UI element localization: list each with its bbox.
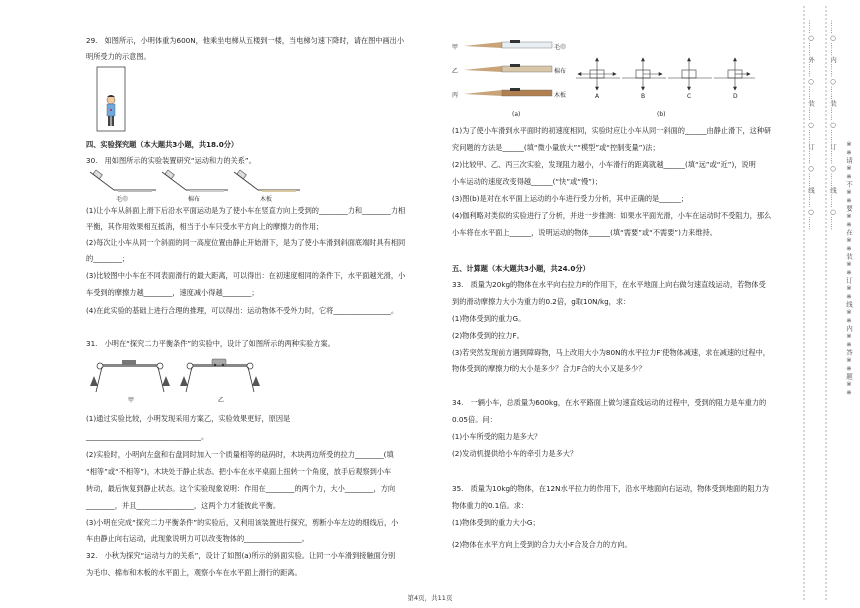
q31-part1-line2: ________________________________。	[86, 432, 209, 441]
q29-line-1: 29. 如图所示，小明体重为600N，他乘坐电梯从五楼到一楼，当电梯匀速下降时，请在图中画出小	[86, 36, 405, 45]
fig-a-surface-towel: 毛巾	[554, 44, 567, 51]
q31-part2-line3: 转动，最后恢复到静止状态。这个实验现象说明：作用在________的两个力，大小________，方向	[86, 484, 396, 493]
binding-outer-text: ……○……外……○……装……○……订……○……线……○……	[807, 20, 815, 231]
elevator-figure	[96, 66, 126, 132]
q32-figure-a	[452, 38, 562, 110]
label-jia: 甲	[128, 397, 135, 404]
q33-line2: 到的滑动摩擦力大小为重力的0.2倍，g取10N/kg，求：	[452, 297, 631, 306]
q33-part1: (1)物体受到的重力G。	[452, 314, 526, 323]
q32-part2-line1: (2)比较甲、乙、丙三次实验，发现阻力越小，小车滑行的距离就越______(填“远”或“近”)，说明	[452, 160, 756, 169]
q31-stem: 31. 小明在“探究二力平衡条件”的实验中，设计了如图所示的两种实验方案。	[86, 339, 335, 348]
q31-part2-line1: (2)实验时，小明向左盘和右盘同时加入一个质量相等的砝码时，木块两边所受的拉力________(填	[86, 450, 394, 459]
q31-part3-line1: (3)小明在完成“探究二力平衡条件”的实验后，又利用该装置进行探究，剪断小车左边的细线后，小	[86, 518, 399, 527]
binding-warning-text: ※※请※※不※※要※※在※※装※※订※※线※※内※※答※※题※※	[845, 140, 853, 397]
q31-part2-line4: ________，并且________________，这两个力才能彼此平衡。	[86, 501, 281, 510]
q30-part2-line1: (2)每次让小车从同一个斜面的同一高度位置由静止开始滑下，是为了使小车滑到斜面底端时具有相同	[86, 238, 406, 247]
q35-part2: (2)物体在水平方向上受到的合力大小F合及合力的方向。	[452, 540, 632, 549]
label-cotton: 棉布	[188, 196, 201, 203]
q32-line2: 为毛巾、棉布和木板的水平面上，观察小车在水平面上滑行的距离。	[86, 568, 302, 577]
fig-b-caption: (b)	[657, 111, 666, 118]
q32-part2-line2: 小车运动的速度改变得越______(“快”或“慢”)；	[452, 177, 602, 186]
q34-part2: (2)发动机提供给小车的牵引力是多大？	[452, 449, 578, 458]
q30-part3-line1: (3)比较图中小车在不同表面滑行的最大距离，可以得出：在初速度相同的条件下，水平面越光滑，小	[86, 271, 406, 280]
q32-part3: (3)图(b)是对在水平面上运动的小车进行受力分析，其中正确的是______；	[452, 194, 688, 203]
fig-a-row-jia: 甲	[452, 44, 459, 51]
fig-b-option-a: A	[595, 93, 600, 100]
q30-part1-line2: 平衡，其作用效果相互抵消，相当于小车只受水平方向上的摩擦力的作用；	[86, 222, 324, 231]
q30-part1-line1: (1)让小车从斜面上滑下后沿水平面运动是为了使小车在竖直方向上受到的________力和________力相	[86, 206, 406, 215]
q33-line1: 33. 质量为20kg的物体在水平向右拉力F的作用下，在水平地面上向右做匀速直线运动，若物体受	[452, 280, 766, 289]
q31-balance-figure	[88, 356, 263, 400]
q30-part4: (4)在此实验的基础上进行合理的推理，可以得出：运动物体不受外力时，它将________________。	[86, 306, 399, 315]
q34-part1: (1)小车所受的阻力是多大？	[452, 432, 542, 441]
q30-part3-line2: 车受到的摩擦力越________，速度减小得越________；	[86, 288, 259, 297]
q33-part3-line2: 物体受到的摩擦力f的大小是多少？合力F合的大小又是多少？	[452, 364, 646, 373]
q32-part4-line1: (4)伽利略对类似的实验进行了分析，并进一步推测：如果水平面光滑，小车在运动时不受阻力，那么	[452, 211, 772, 220]
fig-a-caption: (a)	[512, 111, 521, 118]
q30-stem: 30. 用如图所示的实验装置研究“运动和力的关系”。	[86, 156, 256, 165]
q31-part2-line2: “相等”或“不相等”)，木块处于静止状态。把小车在水平桌面上扭转一个角度，放手后观察到小车	[86, 467, 392, 476]
fig-b-option-d: D	[733, 93, 738, 100]
q35-line2: 物体重力的0.1倍。求：	[452, 501, 529, 510]
fig-a-surface-wood: 木板	[554, 92, 567, 99]
q33-part3-line1: (3)若突然发现前方遇到障碍物，马上改用大小为80N的水平拉力F′使物体减速，求在减速的过程中，	[452, 348, 770, 357]
fig-a-row-bing: 丙	[452, 92, 459, 99]
q31-part1-line1: (1)通过实验比较，小明发现采用方案乙，实验效果更好，原因是	[86, 414, 291, 423]
q31-part3-line2: 车由静止向右运动，此现象说明力可以改变物体的________________。	[86, 534, 309, 543]
section-5-heading: 五、计算题（本大题共3小题，共24.0分）	[452, 264, 590, 273]
q32-part1-line2: 究问题的方法是______(填“微小量放大”“模型”或“控制变量”)法；	[452, 143, 660, 152]
fig-a-row-yi: 乙	[452, 68, 459, 75]
fig-b-option-c: C	[687, 93, 692, 100]
q32-line1: 32. 小秋为探究“运动与力的关系”，设计了如图(a)所示的斜面实验。让同一小车滑到接触面分别	[86, 551, 396, 560]
q35-line1: 35. 质量为10kg的物体，在12N水平拉力的作用下，沿水平地面向右运动，物体受到地面的阻力为	[452, 484, 769, 493]
fig-a-surface-cotton: 棉布	[554, 68, 567, 75]
label-yi: 乙	[218, 397, 225, 404]
fig-b-option-b: B	[641, 93, 646, 100]
page-footer: 第4页，共11页	[407, 594, 453, 602]
q34-line2: 0.05倍。问：	[452, 415, 497, 424]
q30-part2-line2: 的________；	[86, 254, 130, 263]
label-towel: 毛巾	[116, 196, 129, 203]
q35-part1: (1)物体受到的重力大小G；	[452, 518, 540, 527]
q33-part2: (2)物体受到的拉力F。	[452, 331, 524, 340]
label-wood: 木板	[260, 196, 273, 203]
q34-line1: 34. 一辆小车，总质量为600kg，在水平路面上做匀速直线运动的过程中，受到的阻力是车重力的	[452, 398, 767, 407]
binding-margin	[800, 0, 860, 608]
q32-part4-line2: 小车将在水平面上______，说明运动的物体______(填“需要”或“不需要”)力来维持。	[452, 228, 717, 237]
section-4-heading: 四、实验探究题（本大题共3小题，共18.0分）	[86, 140, 239, 149]
binding-inner-text: ……○……内……○……装……○……订……○……线……○……	[829, 20, 837, 231]
q29-line-2: 明所受力的示意图。	[86, 52, 151, 61]
q32-part1-line1: (1)为了使小车滑到水平面时的初速度相同，实验时应让小车从同一斜面的______由静止滑下，这种研	[452, 126, 772, 135]
